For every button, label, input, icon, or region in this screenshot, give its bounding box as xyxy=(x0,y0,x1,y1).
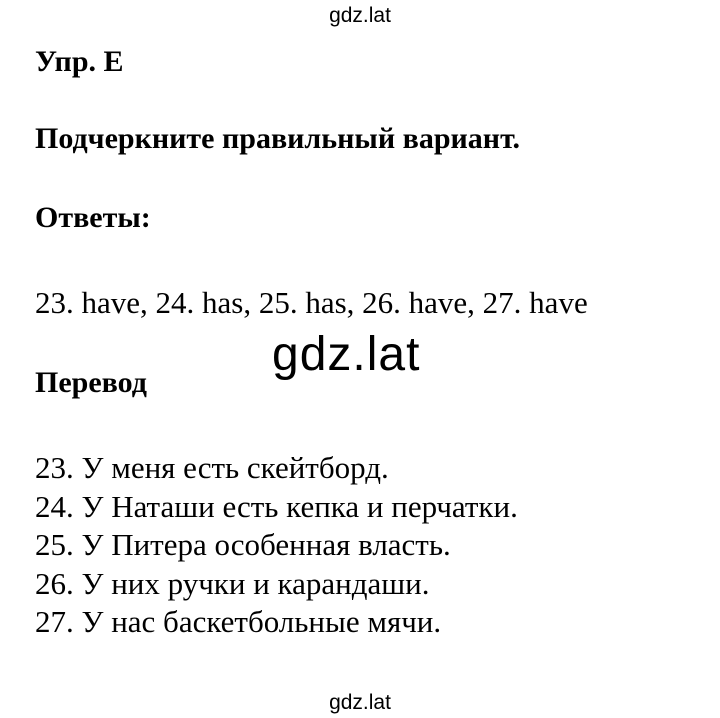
exercise-title: Упр. Е xyxy=(35,45,124,78)
translation-line-27: 27. У нас баскетбольные мячи. xyxy=(35,604,442,639)
translation-line-25: 25. У Питера особенная власть. xyxy=(35,527,451,562)
translation-line-26: 26. У них ручки и карандаши. xyxy=(35,565,430,601)
answers-text: 23. have, 24. has, 25. has, 26. have, 27. have xyxy=(35,285,588,320)
translation-heading: Перевод xyxy=(35,366,147,399)
task-instruction: Подчеркните правильный вариант. xyxy=(35,122,521,155)
answers-heading: Ответы: xyxy=(35,201,151,234)
watermark-bottom: gdz.lat xyxy=(329,691,391,714)
translation-line-23: 23. У меня есть скейтборд. xyxy=(35,450,389,485)
watermark-top: gdz.lat xyxy=(329,4,391,27)
translation-line-24: 24. У Наташи есть кепка и перчатки. xyxy=(35,488,518,524)
translation-list xyxy=(35,449,518,642)
watermark-middle: gdz.lat xyxy=(272,328,421,381)
